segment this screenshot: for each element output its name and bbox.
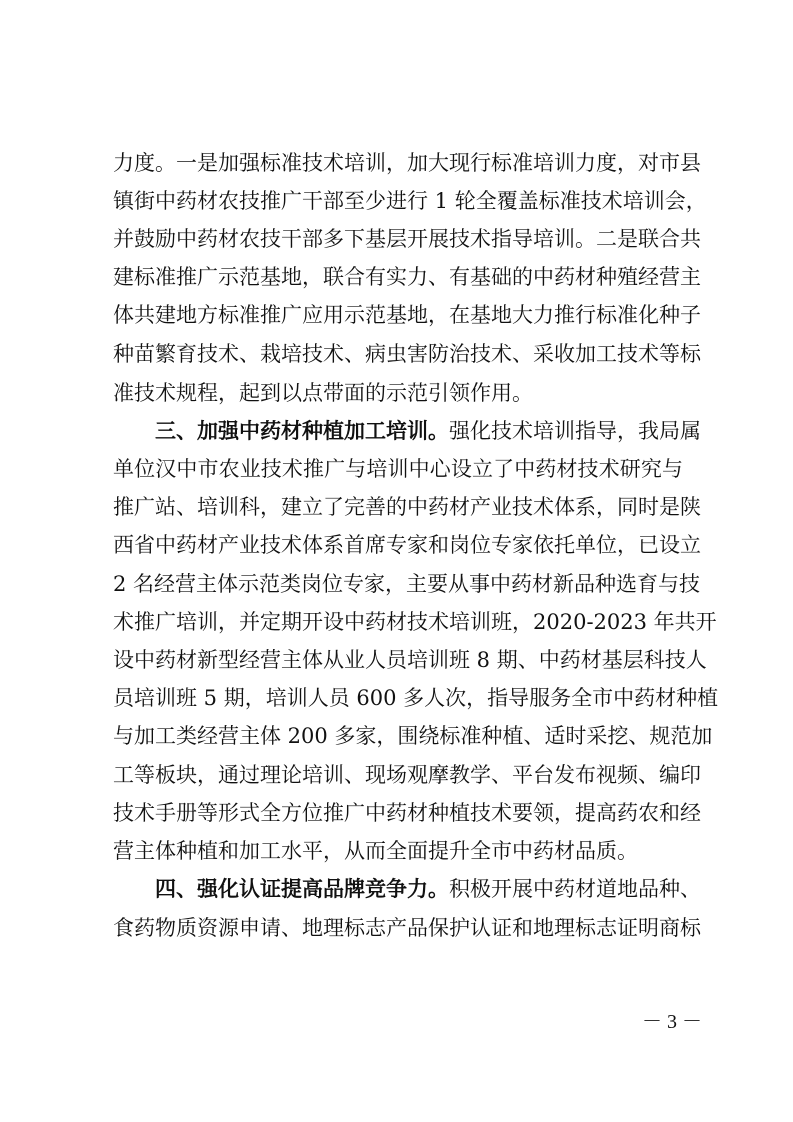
section-four-heading: 四、强化认证提高品牌竞争力。: [155, 876, 449, 901]
section-four-first-line: [155, 875, 701, 903]
body-text-line: 并鼓励中药材农技干部多下基层开展技术指导培训。二是联合共: [113, 227, 701, 251]
body-text-line: 准技术规程，起到以点带面的示范引领作用。: [113, 381, 533, 405]
body-text-line: 与加工类经营主体 200 多家，围绕标准种植、适时采挖、规范加: [113, 724, 713, 748]
body-text-line: 术推广培训，并定期开设中药材技术培训班，2020-2023 年共开: [113, 610, 717, 634]
body-text-line: 种苗繁育技术、栽培技术、病虫害防治技术、采收加工技术等标: [113, 342, 701, 366]
body-text-line: 食药物质资源申请、地理标志产品保护认证和地理标志证明商标: [113, 916, 701, 940]
body-text-line: 建标准推广示范基地，联合有实力、有基础的中药材种殖经营主: [113, 265, 701, 289]
body-text-line: 体共建地方标准推广应用示范基地，在基地大力推行标准化种子: [113, 303, 701, 327]
section-three-first-line: [155, 417, 701, 445]
page-number: － 3 －: [642, 1011, 702, 1033]
body-text-line: 技术手册等形式全方位推广中药材种植技术要领，提高药农和经: [113, 801, 701, 825]
body-text-line: 设中药材新型经营主体从业人员培训班 8 期、中药材基层科技人: [113, 648, 707, 672]
body-text-line: 单位汉中市农业技术推广与培训中心设立了中药材技术研究与: [113, 457, 683, 481]
section-three-text: 强化技术培训指导，我局属: [449, 419, 701, 443]
body-text-line: 营主体种植和加工水平，从而全面提升全市中药材品质。: [113, 839, 638, 863]
body-text-line: 2 名经营主体示范类岗位专家，主要从事中药材新品种选育与技: [113, 572, 701, 596]
section-three-heading: 三、加强中药材种植加工培训。: [155, 418, 449, 443]
body-text-line: 西省中药材产业技术体系首席专家和岗位专家依托单位，已设立: [113, 533, 701, 557]
body-text-line: 工等板块，通过理论培训、现场观摩教学、平台发布视频、编印: [113, 763, 701, 787]
body-text-line: 镇街中药材农技推广干部至少进行 1 轮全覆盖标准技术培训会，: [113, 189, 707, 213]
body-text-line: 员培训班 5 期，培训人员 600 多人次，指导服务全市中药材种植: [113, 686, 719, 710]
body-text-line: 推广站、培训科，建立了完善的中药材产业技术体系，同时是陕: [113, 495, 701, 519]
section-four-text: 积极开展中药材道地品种、: [449, 877, 701, 901]
body-text-line: 力度。一是加强标准技术培训，加大现行标准培训力度，对市县: [113, 151, 701, 175]
